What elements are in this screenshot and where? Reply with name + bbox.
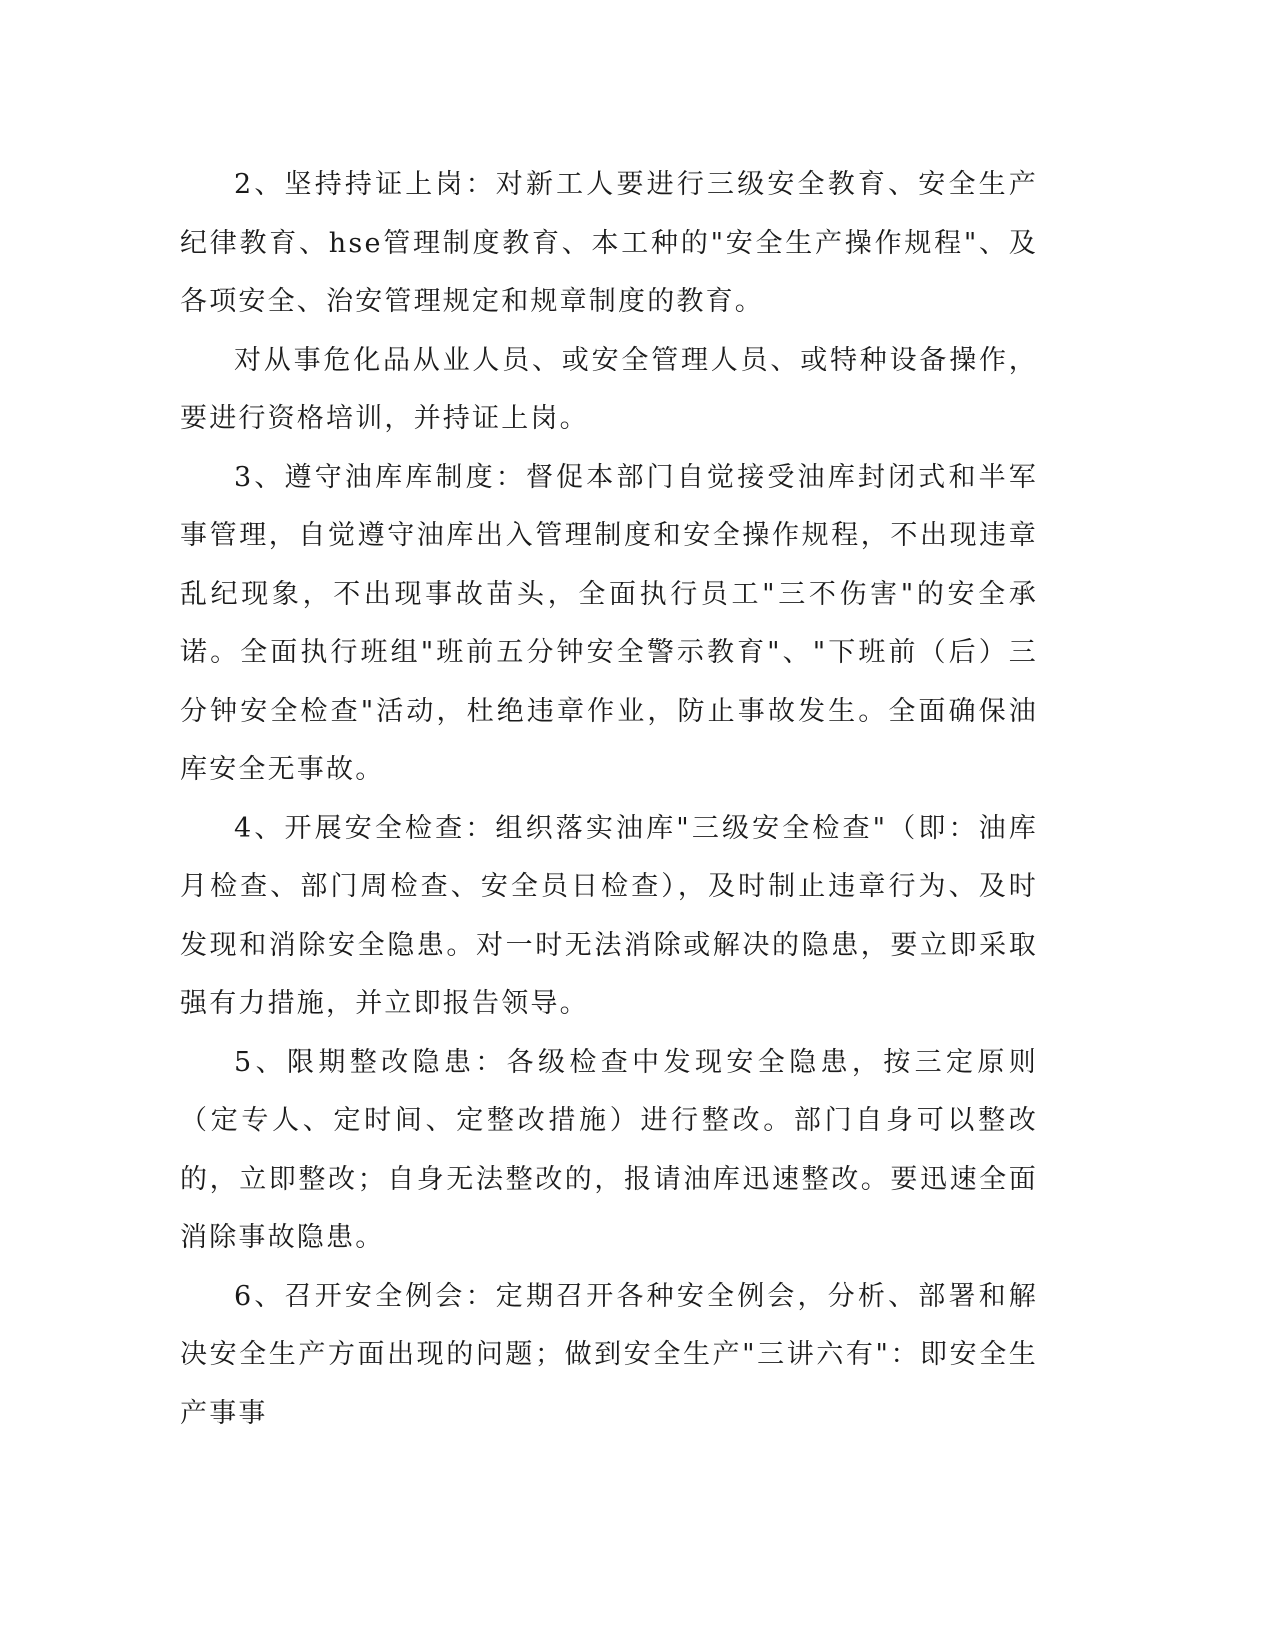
paragraph-item-5: 5、限期整改隐患：各级检查中发现安全隐患，按三定原则（定专人、定时间、定整改措施）进行整改。部门自身可以整改的，立即整改；自身无法整改的，报请油库迅速整改。要迅速全面消除事故隐患。 xyxy=(180,1046,1038,1253)
paragraph-item-6: 6、召开安全例会：定期召开各种安全例会，分析、部署和解决安全生产方面出现的问题；做到安全生产"三讲六有"：即安全生产事事 xyxy=(180,1280,1038,1429)
paragraph-qualification-training: 对从事危化品从业人员、或安全管理人员、或特种设备操作，要进行资格培训，并持证上岗。 xyxy=(180,344,1038,434)
paragraph-item-2: 2、坚持持证上岗：对新工人要进行三级安全教育、安全生产纪律教育、hse管理制度教育、本工种的"安全生产操作规程"、及各项安全、治安管理规定和规章制度的教育。 xyxy=(180,169,1038,317)
paragraph-item-4: 4、开展安全检查：组织落实油库"三级安全检查"（即：油库月检查、部门周检查、安全员日检查），及时制止违章行为、及时发现和消除安全隐患。对一时无法消除或解决的隐患，要立即采取强有力措施，并立即报告领导。 xyxy=(180,812,1038,1019)
document-body xyxy=(180,156,1038,1443)
paragraph-item-3: 3、遵守油库库制度：督促本部门自觉接受油库封闭式和半军事管理，自觉遵守油库出入管理制度和安全操作规程，不出现违章乱纪现象，不出现事故苗头，全面执行员工"三不伤害"的安全承诺。全面执行班组"班前五分钟安全警示教育"、"下班前（后）三分钟安全检查"活动，杜绝违章作业，防止事故发生。全面确保油库安全无事故。 xyxy=(180,461,1038,785)
